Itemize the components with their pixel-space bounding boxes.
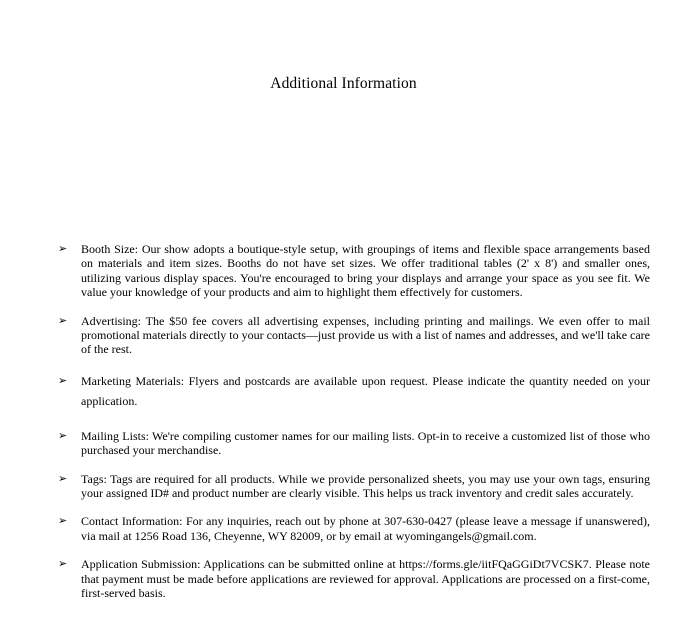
- list-item-booth-size: [58, 242, 650, 300]
- list-item-tags: [58, 472, 650, 501]
- list-item-text: Booth Size: Our show adopts a boutique-style setup, with groupings of items and flexible space arrangements based on materials and item sizes. Booths do not have set sizes. We offer traditional tables (2' x 8') and smaller ones, utilizing various display spaces. You're encouraged to bring your displays and arrange your space as you see fit. We value your knowledge of your products and aim to highlight them effectively for customers.: [81, 242, 650, 300]
- list-item-advertising: [58, 314, 650, 357]
- list-item-text: Advertising: The $50 fee covers all advertising expenses, including printing and mailings. We even offer to mail promotional materials directly to your contacts—just provide us with a list of names and addresses, and we'll take care of the rest.: [81, 313, 651, 357]
- list-item-application-submission: [58, 557, 650, 600]
- list-item-marketing-materials: [58, 371, 650, 411]
- arrow-bullet-icon: ➢: [58, 428, 68, 442]
- arrow-bullet-icon: ➢: [58, 313, 68, 327]
- information-list: [58, 242, 650, 601]
- arrow-bullet-icon: ➢: [58, 242, 68, 255]
- list-item-text: Marketing Materials: Flyers and postcards are available upon request. Please indicate the quantity needed on your application.: [81, 373, 650, 408]
- arrow-bullet-icon: ➢: [58, 557, 68, 571]
- arrow-bullet-icon: ➢: [58, 514, 68, 528]
- arrow-bullet-icon: ➢: [58, 373, 68, 387]
- list-item-text: Application Submission: Applications can be submitted online at https://forms.gle/iitFQaGGiDt7VCSK7. Please note that payment must be made before applications are reviewed for approval. Applications are processed on a first-come, first-served basis.: [81, 557, 650, 601]
- page-title: Additional Information: [270, 75, 417, 92]
- list-item-text: Tags: Tags are required for all products. While we provide personalized sheets, you may use your own tags, ensuring your assigned ID# and product number are clearly visible. This helps us track inventory and credit sales accurately.: [81, 471, 650, 501]
- list-item-mailing-lists: [58, 429, 650, 458]
- list-item-text: Contact Information: For any inquiries, reach out by phone at 307-630-0427 (please leave a message if unanswered), via mail at 1256 Road 136, Cheyenne, WY 82009, or by email at wyomingangels@gmail.com.: [81, 514, 650, 543]
- arrow-bullet-icon: ➢: [58, 471, 68, 485]
- list-item-contact-information: [58, 514, 650, 543]
- list-item-text: Mailing Lists: We're compiling customer names for our mailing lists. Opt-in to receive a customized list of those who purchased your merchandise.: [81, 428, 650, 458]
